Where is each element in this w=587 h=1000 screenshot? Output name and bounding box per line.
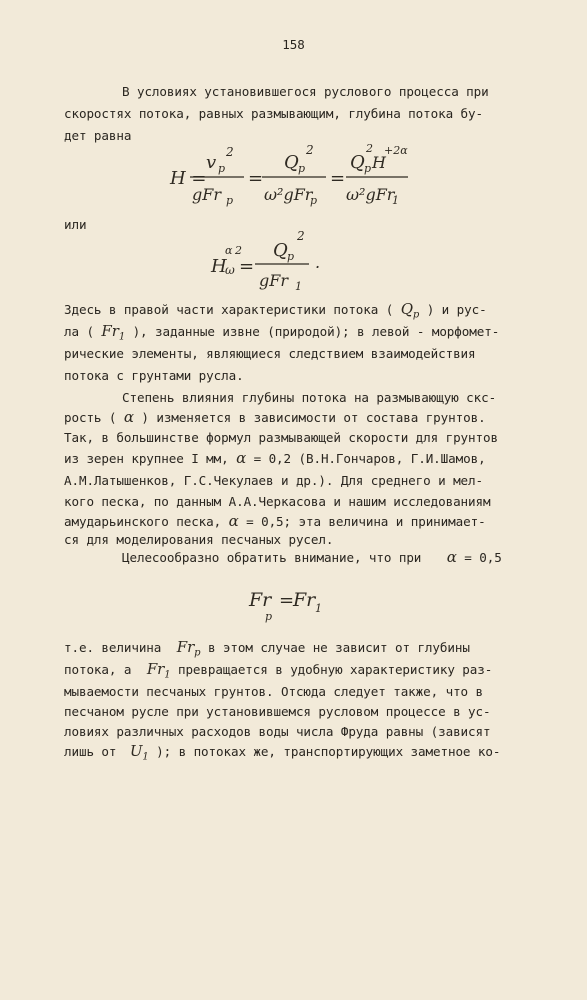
formula-den: ω²gFr bbox=[346, 185, 395, 204]
text-line: Целесообразно обратить внимание, что при α = 0,5 bbox=[122, 548, 502, 566]
formula-eq: = bbox=[330, 168, 346, 189]
text-line: скоростях потока, равных размывающим, глубина потока бу- bbox=[64, 106, 483, 121]
formula-sup: 2 bbox=[366, 142, 373, 155]
formula-eq: = bbox=[279, 590, 295, 611]
text-line: А.М.Латышенков, Г.С.Чекулаев и др.). Для среднего и мел- bbox=[64, 473, 483, 488]
formula-lhs: Fr bbox=[249, 589, 272, 611]
text-line: из зерен крупнее I мм, α = 0,2 (В.Н.Гончаров, Г.И.Шамов, bbox=[64, 449, 486, 467]
text-line: ловиях различных расходов воды числа Фруда равны (зависят bbox=[64, 724, 491, 739]
inline-symbol: Fr bbox=[146, 660, 165, 678]
inline-symbol: Fr bbox=[101, 322, 119, 340]
formula-sub: p bbox=[364, 162, 372, 175]
formula-sup: +2α bbox=[384, 144, 408, 157]
text-line: амударьинского песка, α = 0,5; эта величина и принимает- bbox=[64, 512, 486, 530]
formula-depth bbox=[160, 140, 420, 212]
formula-num: Q bbox=[273, 240, 288, 261]
text-line: рость ( α ) изменяется в зависимости от состава грунтов. bbox=[64, 408, 486, 426]
text-line: или bbox=[64, 217, 87, 232]
inline-symbol: Fr bbox=[176, 638, 195, 656]
inline-symbol: U bbox=[129, 742, 143, 760]
formula-froude-equality bbox=[245, 578, 355, 626]
inline-symbol: Q bbox=[400, 300, 413, 318]
formula-sub: p bbox=[298, 162, 306, 175]
formula-dot: . bbox=[315, 253, 321, 272]
formula-sub: 1 bbox=[295, 280, 302, 293]
formula-num: v bbox=[206, 152, 217, 173]
formula-num: Q bbox=[350, 152, 365, 173]
text-line: Степень влияния глубины потока на размывающую скс- bbox=[122, 390, 497, 405]
formula-sub: 1 bbox=[392, 194, 399, 207]
alpha-symbol: α bbox=[228, 512, 239, 530]
text-line: В условиях установившегося руслового процесса при bbox=[122, 84, 489, 99]
text-line: мываемости песчаных грунтов. Отсюда следует также, что в bbox=[64, 684, 483, 699]
alpha-symbol: α bbox=[123, 408, 134, 426]
formula-depth-alt bbox=[205, 226, 335, 296]
formula-lhs: H = bbox=[170, 168, 207, 189]
formula-sup: 2 bbox=[226, 145, 234, 159]
text-line: т.е. величина $Fr_p$ в этом случае не зависит от глубины bbox=[64, 638, 470, 659]
text-line: ла ( $Fr_1$ ), заданные извне (природой); в левой - морфомет- bbox=[64, 322, 500, 343]
text-line: потока с грунтами русла. bbox=[64, 368, 244, 383]
formula-num: H bbox=[372, 153, 386, 172]
text-line: Здесь в правой части характеристики потока ( $Q_p$ ) и рус- bbox=[64, 300, 487, 321]
formula-den: gFr bbox=[192, 185, 221, 204]
formula-sub: p bbox=[310, 194, 318, 207]
formula-den: ω²gFr bbox=[264, 185, 313, 204]
text-line: потока, а $Fr_1$ превращается в удобную характеристику раз- bbox=[64, 660, 493, 681]
text-line: ся для моделирования песчаных русел. bbox=[64, 532, 334, 547]
formula-sup: 2 bbox=[235, 244, 242, 257]
formula-sub: p bbox=[287, 250, 295, 263]
formula-sub: p bbox=[218, 162, 226, 175]
formula-num: Q bbox=[284, 152, 299, 173]
alpha-symbol: α bbox=[236, 449, 247, 467]
text-line: песчаном русле при установившемся русловом процессе в ус- bbox=[64, 704, 491, 719]
formula-eq: = bbox=[239, 256, 255, 277]
formula-sub: ω bbox=[225, 263, 235, 277]
alpha-symbol: α bbox=[446, 548, 457, 566]
page-number: 158 bbox=[282, 37, 305, 52]
formula-sub: p bbox=[265, 610, 273, 623]
formula-eq: = bbox=[248, 168, 264, 189]
formula-lhs: H bbox=[211, 256, 227, 277]
text-line: дет равна bbox=[64, 128, 132, 143]
formula-den: gFr bbox=[259, 271, 288, 290]
formula-sub: p bbox=[226, 194, 234, 207]
formula-sup: 2 bbox=[306, 143, 314, 157]
text-line: лишь от $U_1$ ); в потоках же, транспортирующих заметное ко- bbox=[64, 742, 501, 763]
formula-sup: α bbox=[225, 244, 233, 257]
text-line: рические элементы, являющиеся следствием взаимодействия bbox=[64, 346, 476, 361]
text-line: кого песка, по данным А.А.Черкасова и нашим исследованиям bbox=[64, 494, 491, 509]
formula-rhs: Fr bbox=[293, 589, 316, 611]
formula-sup: 2 bbox=[297, 229, 305, 243]
text-line: Так, в большинстве формул размывающей скорости для грунтов bbox=[64, 430, 498, 445]
formula-sub: 1 bbox=[315, 602, 322, 615]
